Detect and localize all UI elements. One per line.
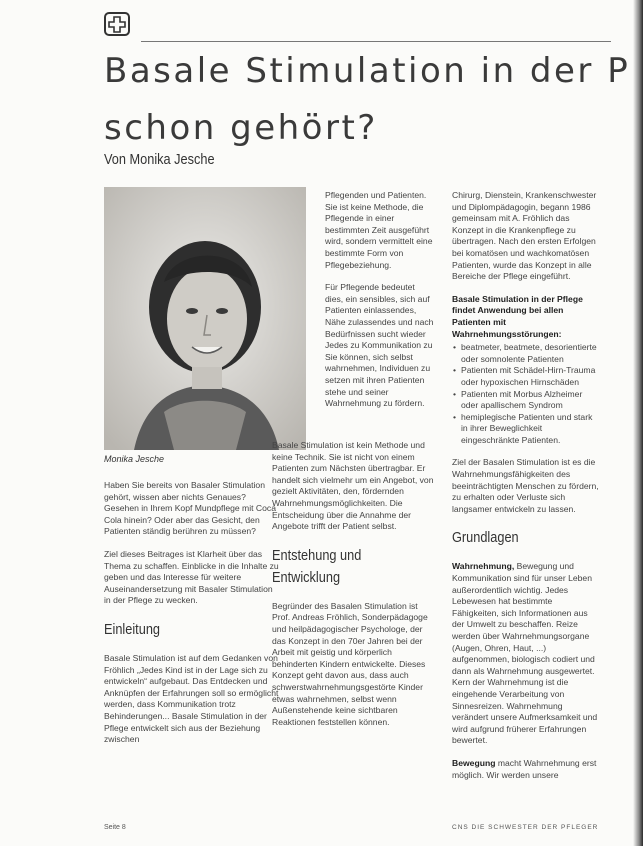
column2-paragraph-2: Für Pflegende bedeutet dies, ein sensibles, sich auf Patienten einlassendes, Nähe zulassendes und nach Bedürfnissen sucht wieder Jedes zu Kommunikation zu Sie können, sich selbst wahrnehmen, Individuen zu setzen mit ihren Patienten stehe und seiner Wahrnehmung zu fördern. bbox=[325, 282, 434, 409]
column2-paragraph-1: Pflegenden und Patienten. Sie ist keine Methode, die Pflegende in einer bestimmten Zeit ausgeführt wird, sondern vermittelt eine bestimmte Form von Pflegebeziehung. bbox=[325, 190, 433, 270]
intro-paragraph-2: Ziel dieses Beitrages ist Klarheit über das Thema zu schaffen. Einblicke in die Inhalte zu geben und das Interesse für weitere Auseinandersetzung mit Basaler Stimulation in der Pflege zu wecken. bbox=[104, 548, 279, 606]
grundlagen-paragraph-1 bbox=[452, 561, 600, 747]
list-item: • hemiplegische Patienten und stark in ihrer Beweglichkeit eingeschränkte Patienten. bbox=[461, 412, 600, 447]
column2-paragraph-3: Basale Stimulation ist kein Methode und keine Technik. Sie ist nicht von einem Patienten zum Nächsten übertragbar. Er handelt sich vielmehr um ein Angebot, von gezielt Aktivitäten, den, fördernden Wahrnehmungsmöglichkeiten. Die Entscheidung über die Annahme der Angebote trifft der Patient selbst. bbox=[272, 440, 434, 532]
page-title bbox=[104, 50, 643, 150]
list-item: • Patienten mit Schädel-Hirn-Trauma oder hypoxischen Hirnschäden bbox=[461, 365, 600, 388]
list-item: • Patienten mit Morbus Alzheimer oder apallischem Syndrom bbox=[461, 389, 600, 412]
wahrnehmung-text: Bewegung und Kommunikation sind für unser Leben außerordentlich wichtig. Jedes Lebewesen hat bestimmte Fähigkeiten, sich Informationen aus der Umwelt zu beschaffen. Reize werden über Wahrnehmungsorgane (Augen, Ohren, Haut, ...) aufgenommen, biologisch codiert und dann als Wahrnehmung ausgewertet. Kern der Wahrnehmung ist die eingehende Verarbeitung von Sinnesreizen. Wahrnehmung verändert unsere Aufmerksamkeit und wird aufgrund früherer Erfahrungen bewertet. bbox=[452, 561, 598, 746]
cross-logo-icon bbox=[104, 12, 130, 36]
einleitung-paragraph: Basale Stimulation ist auf dem Gedanken von Fröhlich „Jedes Kind ist in der Lage sich zu entwickeln“ aufgebaut. Das Entdecken und Anknüpfen der Erfahrungen soll so ermöglicht werden, dass Kommunikation trotz Behinderungen... Basale Stimulation in der Pflege entwickelt sich aus der Beziehung zwischen bbox=[104, 652, 279, 745]
title-line-1: Basale Stimulation in der P bbox=[104, 51, 631, 91]
column-3 bbox=[452, 190, 600, 792]
bewegung-text: macht Wahrnehmung erst möglich. Wir werden unsere bbox=[452, 757, 597, 780]
title-line-2: schon gehört? bbox=[104, 108, 378, 148]
entstehung-paragraph: Begründer des Basalen Stimulation ist Prof. Andreas Fröhlich, Sonderpädagoge und heilpädagogischer Psychologe, der das Konzept in den 70er Jahren bei der Arbeit mit geistig und körperlich behinderten Kindern entwickelte. Dieses Konzept geht davon aus, dass auch schwerstwahrnehmungsgestörte Kinder etwas wahrnehmen, selbst wenn Außenstehende keine sichtbaren Reaktionen feststellen können. bbox=[272, 600, 428, 727]
goal-paragraph: Ziel der Basalen Stimulation ist es die Wahrnehmungsfähigkeiten des beeinträchtigten Menschen zu fördern, zu erhalten oder Verluste sich langsamer entwickeln zu lassen. bbox=[452, 457, 599, 514]
header-rule bbox=[141, 41, 611, 42]
author-photo bbox=[104, 187, 306, 450]
grundlagen-paragraph-2 bbox=[452, 758, 600, 781]
section-heading-grundlagen: Grundlagen bbox=[452, 529, 519, 547]
wahrnehmung-lead: Wahrnehmung, bbox=[452, 561, 515, 572]
column-2-bottom bbox=[272, 440, 434, 739]
column-2-top bbox=[325, 190, 435, 421]
application-list bbox=[452, 342, 600, 446]
page-number: Seite 8 bbox=[104, 824, 126, 831]
section-heading-einleitung: Einleitung bbox=[104, 620, 161, 638]
column3-paragraph-1: Chirurg, Dienstein, Krankenschwester und Diplompädagogin, begann 1986 gemeinsam mit A. Fröhlich das Konzept in die Krankenpflege zu übertragen. Nach den ersten Erfolgen bei komatösen und wachkomatösen Patienten, wurde das Konzept in alle Bereiche der Pflege eingeführt. bbox=[452, 190, 597, 282]
section-heading-entstehung: Entstehung und Entwicklung bbox=[272, 546, 362, 586]
list-item: • beatmeter, beatmete, desorientierte oder somnolente Patienten bbox=[461, 342, 600, 365]
running-footer: CNS DIE SCHWESTER DER PFLEGER bbox=[452, 824, 599, 831]
column-1 bbox=[104, 480, 279, 757]
intro-paragraph-1: Haben Sie bereits von Basaler Stimulation gehört, wissen aber nichts Genaues? Gesehen in Ihrem Kopf Mundpflege mit Coca Cola hinein? Oder aber das Gesicht, den Patienten ständig berühren zu müssen? bbox=[104, 480, 276, 537]
application-lead: Basale Stimulation in der Pflege findet Anwendung bei allen Patienten mit Wahrnehmungsstörungen: bbox=[452, 293, 583, 339]
author-byline: Von Monika Jesche bbox=[104, 151, 215, 168]
photo-caption: Monika Jesche bbox=[104, 454, 165, 464]
bewegung-lead: Bewegung bbox=[452, 757, 496, 768]
